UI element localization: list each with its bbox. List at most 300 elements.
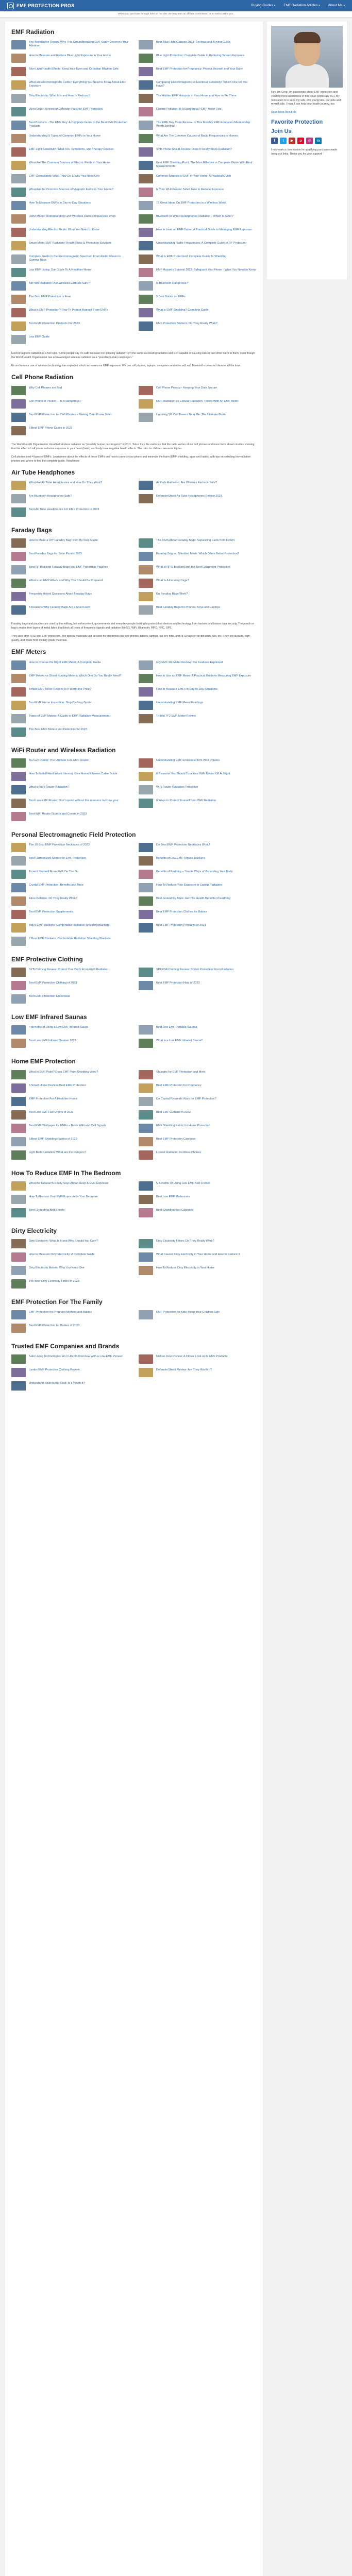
article-thumbnail[interactable]	[11, 188, 26, 197]
article-item[interactable]	[11, 281, 129, 292]
article-title-link[interactable]: Best Air Tube Headphones For EMF Protection in 2023	[29, 508, 99, 511]
article-title-link[interactable]: Best Grounding Bed Sheets	[29, 1208, 65, 1212]
article-title-link[interactable]: Why Cell Phones are Bad	[29, 386, 62, 389]
article-thumbnail[interactable]	[139, 799, 153, 808]
article-item[interactable]	[11, 605, 129, 616]
article-item[interactable]	[11, 54, 129, 64]
article-title-link[interactable]: What is WiFi Router Radiation?	[29, 785, 70, 789]
article-item[interactable]	[11, 335, 129, 346]
article-item[interactable]	[11, 1354, 129, 1365]
article-title-link[interactable]: Best EMF Protection Supplements	[29, 910, 73, 913]
article-thumbnail[interactable]	[11, 1239, 26, 1248]
article-item[interactable]	[139, 481, 257, 492]
article-item[interactable]	[11, 1181, 129, 1192]
article-item[interactable]	[139, 565, 257, 576]
article-item[interactable]	[139, 785, 257, 796]
article-thumbnail[interactable]	[139, 161, 153, 170]
article-title-link[interactable]: DefenderShield Air Tube Headphones Review 2023	[156, 495, 222, 498]
article-title-link[interactable]: Safe Living Technologies: An In-Depth Interview With a Low-EMF Pioneer	[29, 1355, 123, 1359]
article-thumbnail[interactable]	[139, 295, 153, 304]
article-title-link[interactable]: SYB Phone Shield Review: Does It Really Block Radiation?	[156, 148, 232, 151]
article-item[interactable]	[139, 758, 257, 769]
article-item[interactable]	[139, 674, 257, 685]
article-item[interactable]	[11, 321, 129, 332]
article-thumbnail[interactable]	[11, 494, 26, 503]
article-thumbnail[interactable]	[11, 758, 26, 768]
article-thumbnail[interactable]	[139, 758, 153, 768]
article-title-link[interactable]: Best Faraday Bags for Solar Panels 2023	[29, 552, 82, 556]
article-thumbnail[interactable]	[11, 910, 26, 919]
article-title-link[interactable]: What Are Air Tube Headphones and How Do They Work?	[29, 481, 103, 484]
article-thumbnail[interactable]	[11, 94, 26, 103]
article-thumbnail[interactable]	[139, 308, 153, 317]
article-thumbnail[interactable]	[11, 121, 26, 130]
article-item[interactable]	[139, 856, 257, 867]
article-thumbnail[interactable]	[11, 701, 26, 710]
article-item[interactable]	[139, 214, 257, 225]
article-thumbnail[interactable]	[11, 295, 26, 304]
facebook-icon[interactable]: f	[271, 138, 278, 144]
article-thumbnail[interactable]	[139, 1354, 153, 1364]
article-item[interactable]	[11, 843, 129, 854]
article-thumbnail[interactable]	[11, 255, 26, 264]
article-title-link[interactable]: Best EMF Shielding Paint: The Most Effective in Complete Guide With Real Measurements	[156, 161, 253, 168]
article-title-link[interactable]: What Is EMF Protection? Complete Guide To Shielding	[156, 255, 227, 259]
article-title-link[interactable]: 5 Best EMF Shielding Fabrics of 2023	[29, 1137, 77, 1141]
article-thumbnail[interactable]	[139, 255, 153, 264]
article-item[interactable]	[139, 1195, 257, 1206]
article-item[interactable]	[139, 147, 257, 158]
article-item[interactable]	[11, 714, 129, 725]
article-thumbnail[interactable]	[139, 579, 153, 588]
article-item[interactable]	[11, 592, 129, 603]
article-item[interactable]	[11, 674, 129, 685]
article-title-link[interactable]: Best Faraday Bags for Phones, Keys and Laptops	[156, 606, 221, 609]
article-item[interactable]	[11, 399, 129, 410]
article-title-link[interactable]: Dirty Electricity: What It Is and How to Reduce It	[29, 94, 91, 98]
article-item[interactable]	[139, 1110, 257, 1121]
article-title-link[interactable]: How To Reduce Your Exposure to Laptop Radiation	[156, 884, 222, 887]
article-thumbnail[interactable]	[11, 968, 26, 977]
article-item[interactable]	[11, 772, 129, 783]
article-title-link[interactable]: DefenderShield Review: Are They Worth It?	[156, 1368, 212, 1372]
article-thumbnail[interactable]	[139, 1124, 153, 1133]
nav-about-me[interactable]: About Me ▾	[328, 3, 345, 7]
article-item[interactable]	[139, 1252, 257, 1263]
article-title-link[interactable]: GQ EMC RF Meter Review: Pro Features Explained	[156, 660, 223, 664]
article-title-link[interactable]: Benefits of Low-EMF Fitness Trackers	[156, 857, 205, 860]
article-item[interactable]	[139, 799, 257, 809]
article-item[interactable]	[139, 1354, 257, 1365]
article-item[interactable]	[139, 968, 257, 978]
article-title-link[interactable]: Understanding Electric Fields: What You Need to Know	[29, 228, 99, 232]
article-thumbnail[interactable]	[139, 1181, 153, 1191]
article-thumbnail[interactable]	[139, 701, 153, 710]
article-item[interactable]	[11, 241, 129, 252]
article-thumbnail[interactable]	[139, 67, 153, 76]
article-item[interactable]	[11, 40, 129, 51]
article-item[interactable]	[139, 538, 257, 549]
article-title-link[interactable]: How to Use an EMF Meter: A Practical Guide to Measuring EMF Exposure	[156, 674, 252, 677]
article-thumbnail[interactable]	[139, 201, 153, 210]
article-title-link[interactable]: Understanding EMF Meter Readings	[156, 701, 203, 704]
site-logo[interactable]	[7, 3, 74, 9]
article-thumbnail[interactable]	[11, 785, 26, 794]
article-thumbnail[interactable]	[139, 785, 153, 794]
article-thumbnail[interactable]	[139, 386, 153, 395]
article-thumbnail[interactable]	[11, 1025, 26, 1035]
article-thumbnail[interactable]	[11, 107, 26, 116]
article-item[interactable]	[139, 174, 257, 185]
article-thumbnail[interactable]	[11, 134, 26, 143]
article-title-link[interactable]: The Best Dirty Electricity Filters of 2023	[29, 1279, 79, 1283]
article-thumbnail[interactable]	[11, 1083, 26, 1093]
article-title-link[interactable]: What the Research Really Says About Sleep & EMF Exposure	[29, 1181, 109, 1185]
article-title-link[interactable]: Best Low EMF Mattresses	[156, 1195, 190, 1198]
article-thumbnail[interactable]	[11, 1137, 26, 1146]
article-thumbnail[interactable]	[11, 67, 26, 76]
article-item[interactable]	[139, 923, 257, 934]
article-title-link[interactable]: 5 Smart Home Devices Best EMF Protection	[29, 1083, 86, 1087]
article-thumbnail[interactable]	[11, 308, 26, 317]
article-title-link[interactable]: Dirty Electricity Meters: Why You Need One	[29, 1266, 85, 1269]
article-item[interactable]	[11, 883, 129, 894]
article-thumbnail[interactable]	[11, 228, 26, 237]
article-title-link[interactable]: The Best EMF Meters and Detectors for 2023	[29, 727, 87, 731]
article-thumbnail[interactable]	[11, 660, 26, 670]
article-item[interactable]	[11, 1025, 129, 1036]
article-thumbnail[interactable]	[139, 1208, 153, 1217]
article-thumbnail[interactable]	[139, 134, 153, 143]
article-item[interactable]	[11, 660, 129, 671]
article-thumbnail[interactable]	[139, 174, 153, 183]
article-thumbnail[interactable]	[11, 161, 26, 170]
article-title-link[interactable]: Aires Defense: Do They Really Work?	[29, 897, 77, 900]
article-thumbnail[interactable]	[11, 538, 26, 548]
article-title-link[interactable]: EMF Hazards Survival 2023: Safeguard Your Home - What You Need to Know	[156, 268, 256, 272]
article-title-link[interactable]: How to Measure and Reduce Blue Light Exposure in Your Home	[29, 54, 111, 58]
article-title-link[interactable]: The EMF Guy Code Review: Is This Monthly EMF Education Membership Worth Joining?	[156, 121, 250, 128]
article-item[interactable]	[11, 552, 129, 563]
article-item[interactable]	[11, 67, 129, 78]
article-title-link[interactable]: EMF Consultants: What They Do & Why You Need One	[29, 175, 100, 178]
article-item[interactable]	[139, 54, 257, 64]
article-thumbnail[interactable]	[11, 856, 26, 866]
article-thumbnail[interactable]	[139, 660, 153, 670]
article-thumbnail[interactable]	[139, 121, 153, 130]
article-item[interactable]	[139, 1025, 257, 1036]
article-item[interactable]	[11, 981, 129, 992]
article-item[interactable]	[11, 799, 129, 809]
article-title-link[interactable]: Best Shielding Bed Canopies	[156, 1208, 194, 1212]
article-thumbnail[interactable]	[11, 214, 26, 224]
article-title-link[interactable]: Understand Nicanra Bio Rest: Is It Worth It?	[29, 1382, 85, 1385]
article-item[interactable]	[139, 281, 257, 292]
article-title-link[interactable]: Dirty Electricity: What Is It and Why Should You Care?	[29, 1239, 98, 1243]
article-thumbnail[interactable]	[139, 870, 153, 879]
article-thumbnail[interactable]	[11, 399, 26, 409]
article-thumbnail[interactable]	[11, 281, 26, 291]
article-title-link[interactable]: Updating 5G Cell Towers Near Me: The Ultimate Guide	[156, 413, 226, 416]
article-title-link[interactable]: EMF Meters vs Ghost Hunting Meters: Which One Do You Really Need?	[29, 674, 122, 677]
youtube-icon[interactable]: ▶	[289, 138, 295, 144]
article-item[interactable]	[11, 295, 129, 306]
article-item[interactable]	[139, 1310, 257, 1321]
article-thumbnail[interactable]	[11, 565, 26, 574]
article-item[interactable]	[11, 1137, 129, 1148]
article-thumbnail[interactable]	[139, 1239, 153, 1248]
article-thumbnail[interactable]	[11, 605, 26, 615]
article-title-link[interactable]: What is a Low EMF Infrared Sauna?	[156, 1039, 203, 1043]
article-title-link[interactable]: Crystal EMF Protection: Benefits and More	[29, 884, 84, 887]
twitter-icon[interactable]: t	[280, 138, 287, 144]
article-title-link[interactable]: AirPods Radiation: Are Wireless Earbuds Safe?	[29, 282, 90, 285]
article-thumbnail[interactable]	[139, 1070, 153, 1079]
article-item[interactable]	[139, 1208, 257, 1219]
article-item[interactable]	[139, 1039, 257, 1049]
article-item[interactable]	[139, 552, 257, 563]
article-thumbnail[interactable]	[11, 1150, 26, 1160]
article-item[interactable]	[11, 161, 129, 172]
article-thumbnail[interactable]	[11, 1324, 26, 1333]
article-thumbnail[interactable]	[11, 1181, 26, 1191]
article-item[interactable]	[11, 1324, 129, 1334]
article-title-link[interactable]: Trifield EMF Meter Review: Is It Worth the Price?	[29, 687, 91, 691]
article-item[interactable]	[11, 923, 129, 934]
article-item[interactable]	[139, 161, 257, 172]
article-thumbnail[interactable]	[11, 812, 26, 821]
article-thumbnail[interactable]	[139, 883, 153, 892]
article-title-link[interactable]: Shungite for EMF Protection and More	[156, 1070, 206, 1074]
article-title-link[interactable]: EMF Protection Stickers: Do They Really Work?	[156, 322, 217, 326]
article-item[interactable]	[139, 1239, 257, 1250]
article-item[interactable]	[11, 579, 129, 589]
article-thumbnail[interactable]	[11, 335, 26, 344]
nav-emf-articles[interactable]: EMF Radiation Articles ▾	[283, 3, 320, 7]
article-title-link[interactable]: How to Choose the Right EMF Meter: A Complete Guide	[29, 660, 101, 664]
article-title-link[interactable]: Best EMF Protection for Cell Phones – Making Your Phone Safer	[29, 413, 112, 416]
article-thumbnail[interactable]	[139, 687, 153, 697]
article-item[interactable]	[139, 1150, 257, 1161]
article-item[interactable]	[139, 94, 257, 105]
article-thumbnail[interactable]	[139, 1368, 153, 1377]
article-title-link[interactable]: Is Your Wi-Fi Router Safe? How to Reduce Exposure	[156, 188, 224, 192]
article-title-link[interactable]: Blue Light Health Effects: Keep Your Eyes and Circadian Rhythm Safe	[29, 67, 119, 71]
article-item[interactable]	[11, 413, 129, 423]
article-thumbnail[interactable]	[139, 1310, 153, 1319]
article-item[interactable]	[11, 426, 129, 437]
article-thumbnail[interactable]	[11, 870, 26, 879]
article-title-link[interactable]: Cell Phone in Pocket — Is It Dangerous?	[29, 399, 81, 403]
article-thumbnail[interactable]	[11, 896, 26, 906]
article-item[interactable]	[11, 565, 129, 576]
article-thumbnail[interactable]	[139, 94, 153, 103]
article-title-link[interactable]: Best Low EMF Portable Saunas	[156, 1026, 197, 1029]
article-item[interactable]	[11, 107, 129, 118]
article-title-link[interactable]: What Is EMF Paint? Does EMF Paint Shielding Work?	[29, 1070, 98, 1074]
article-title-link[interactable]: Best EMF Protection for Babies of 2023	[29, 1324, 80, 1328]
article-title-link[interactable]: The Hidden EMF Hotspots in Your Home and How to Fix Them	[156, 94, 237, 98]
article-title-link[interactable]: Best EMF Protection for Pregnancy	[156, 1083, 202, 1087]
article-item[interactable]	[139, 295, 257, 306]
article-thumbnail[interactable]	[139, 399, 153, 409]
article-item[interactable]	[139, 592, 257, 603]
article-item[interactable]	[11, 1208, 129, 1219]
article-title-link[interactable]: How To Reduce Dirty Electricity in Your Home	[156, 1266, 215, 1269]
article-title-link[interactable]: The Best EMF Protection is Free	[29, 295, 71, 299]
about-me-link[interactable]: Read More About Me	[271, 111, 297, 114]
article-item[interactable]	[11, 870, 129, 880]
article-item[interactable]	[11, 812, 129, 823]
article-thumbnail[interactable]	[139, 40, 153, 49]
article-title-link[interactable]: Best Grounding Mats: Get The Health Benefits of Earthing	[156, 897, 230, 900]
article-thumbnail[interactable]	[11, 1354, 26, 1364]
article-title-link[interactable]: The Truth About Faraday Bags: Separating Facts from Fiction	[156, 539, 235, 543]
article-title-link[interactable]: Understanding Radio Frequencies: A Complete Guide to RF Protection	[156, 242, 247, 245]
article-title-link[interactable]: Do Crystal Pyramids Work for EMF Protection?	[156, 1097, 216, 1100]
article-title-link[interactable]: How to Measure EMFs in Day-to-Day Situations	[156, 687, 217, 691]
article-thumbnail[interactable]	[139, 772, 153, 781]
article-item[interactable]	[11, 1279, 129, 1290]
article-thumbnail[interactable]	[139, 1150, 153, 1160]
article-thumbnail[interactable]	[11, 994, 26, 1004]
article-thumbnail[interactable]	[139, 1252, 153, 1262]
article-thumbnail[interactable]	[11, 1110, 26, 1120]
article-item[interactable]	[11, 268, 129, 279]
article-title-link[interactable]: What are Electromagnetic Fields? Everything You Need to Know About EMF Exposure	[29, 81, 126, 88]
article-item[interactable]	[139, 772, 257, 783]
article-title-link[interactable]: WiFi Router Radiation Protection	[156, 785, 198, 789]
article-item[interactable]	[11, 1124, 129, 1134]
article-title-link[interactable]: 5 Reasons Why Faraday Bags Are a Must Have	[29, 606, 90, 609]
article-item[interactable]	[139, 1083, 257, 1094]
article-title-link[interactable]: How to Make a DIY Faraday Bag: Step By Step Guide	[29, 539, 98, 543]
article-title-link[interactable]: How To Reduce Your EMF Exposure in Your Bedroom	[29, 1195, 98, 1198]
article-item[interactable]	[139, 1097, 257, 1108]
article-thumbnail[interactable]	[139, 147, 153, 157]
article-title-link[interactable]: EMF Protection for Kids: Keep Your Children Safe	[156, 1311, 220, 1314]
article-thumbnail[interactable]	[139, 968, 153, 977]
article-item[interactable]	[11, 1110, 129, 1121]
article-title-link[interactable]: 4 Benefits of Using a Low EMF Infrared Sauna	[29, 1026, 89, 1029]
article-title-link[interactable]: Faraday Bag vs. Shielded Mesh: Which Offers Better Protection?	[156, 552, 239, 556]
article-item[interactable]	[11, 201, 129, 212]
article-title-link[interactable]: What Are The Common Sources of Electric Fields in Your Home	[29, 161, 111, 165]
article-title-link[interactable]: Best EMF Protective Clothing of 2023	[29, 981, 77, 985]
article-item[interactable]	[139, 910, 257, 921]
article-thumbnail[interactable]	[11, 426, 26, 435]
article-title-link[interactable]: EMF Protection for Pregnant Mothers and Babies	[29, 1311, 92, 1314]
article-item[interactable]	[11, 494, 129, 505]
article-item[interactable]	[11, 701, 129, 711]
article-item[interactable]	[11, 856, 129, 867]
article-title-link[interactable]: Hertz Model: Understanding How Wireless Radio Frequencies Work	[29, 215, 116, 218]
article-title-link[interactable]: What is RFID blocking and the Best Equipment Protection	[156, 566, 230, 569]
article-item[interactable]	[11, 481, 129, 492]
article-item[interactable]	[139, 107, 257, 118]
article-thumbnail[interactable]	[139, 674, 153, 683]
article-title-link[interactable]: Best EMF Protection Clothes for Babies	[156, 910, 207, 913]
article-item[interactable]	[139, 308, 257, 319]
article-thumbnail[interactable]	[11, 923, 26, 933]
article-thumbnail[interactable]	[11, 1208, 26, 1217]
article-title-link[interactable]: Best Blue Light Glasses 2023: Reviews and Buying Guide	[156, 41, 230, 44]
article-item[interactable]	[139, 80, 257, 91]
article-title-link[interactable]: What Causes Dirty Electricity in Your Home and How to Reduce It	[156, 1252, 240, 1256]
article-thumbnail[interactable]	[11, 174, 26, 183]
article-item[interactable]	[11, 308, 129, 319]
article-thumbnail[interactable]	[11, 386, 26, 395]
article-thumbnail[interactable]	[139, 321, 153, 331]
article-item[interactable]	[139, 134, 257, 145]
article-item[interactable]	[139, 321, 257, 332]
pinterest-icon[interactable]: p	[297, 138, 304, 144]
article-thumbnail[interactable]	[11, 54, 26, 63]
article-thumbnail[interactable]	[139, 981, 153, 990]
article-thumbnail[interactable]	[11, 1070, 26, 1079]
article-title-link[interactable]: Protect Yourself From EMF On The Go	[29, 870, 79, 873]
article-title-link[interactable]: Best EMF Protection Underwear	[29, 995, 71, 998]
article-thumbnail[interactable]	[11, 843, 26, 852]
article-item[interactable]	[139, 660, 257, 671]
article-title-link[interactable]: Top 5 EMF Blankets: Comfortable Radiation Shielding Blankets	[29, 924, 110, 927]
article-item[interactable]	[139, 1368, 257, 1379]
article-item[interactable]	[11, 687, 129, 698]
article-item[interactable]	[11, 94, 129, 105]
article-title-link[interactable]: Lambs EMF Protective Clothing Review	[29, 1368, 80, 1372]
article-thumbnail[interactable]	[11, 937, 26, 946]
article-item[interactable]	[139, 228, 257, 239]
article-thumbnail[interactable]	[139, 1137, 153, 1146]
article-title-link[interactable]: Common Sources of EMF in Your Home: A Practical Guide	[156, 175, 231, 178]
article-title-link[interactable]: 5 Best Books on EMFs	[156, 295, 186, 299]
article-title-link[interactable]: Best EMF Protection Canopies	[156, 1137, 196, 1141]
article-title-link[interactable]: Types of EMF Meters: A Guide to EMF Radiation Measurement	[29, 714, 110, 718]
article-item[interactable]	[139, 121, 257, 131]
article-item[interactable]	[11, 1070, 129, 1081]
article-thumbnail[interactable]	[139, 188, 153, 197]
article-thumbnail[interactable]	[11, 40, 26, 49]
article-title-link[interactable]: Frequently Asked Questions About Faraday Bags	[29, 592, 92, 596]
article-thumbnail[interactable]	[139, 1025, 153, 1035]
article-item[interactable]	[11, 1381, 129, 1392]
article-title-link[interactable]: Cell Phone Privacy - Keeping Your Data Secure	[156, 386, 217, 389]
linkedin-icon[interactable]: in	[315, 138, 322, 144]
article-title-link[interactable]: Best Low-EMF Router: Don't spend without this resource to know your	[29, 799, 119, 802]
article-thumbnail[interactable]	[139, 592, 153, 601]
article-item[interactable]	[139, 268, 257, 279]
article-thumbnail[interactable]	[139, 552, 153, 561]
article-item[interactable]	[11, 121, 129, 131]
article-item[interactable]	[139, 40, 257, 51]
article-thumbnail[interactable]	[11, 687, 26, 697]
article-item[interactable]	[139, 1070, 257, 1081]
article-thumbnail[interactable]	[11, 727, 26, 737]
article-item[interactable]	[11, 228, 129, 239]
article-thumbnail[interactable]	[139, 214, 153, 224]
article-item[interactable]	[11, 134, 129, 145]
article-thumbnail[interactable]	[11, 883, 26, 892]
nav-buying-guides[interactable]: Buying Guides ▾	[251, 3, 276, 7]
article-thumbnail[interactable]	[11, 201, 26, 210]
article-thumbnail[interactable]	[11, 321, 26, 331]
article-title-link[interactable]: Best RF Blocking Faraday Bags and EMF Protection Pouches	[29, 566, 108, 569]
article-title-link[interactable]: Comparing Electromagnetic vs Electrical Sensitivity: Which One Do You Have?	[156, 81, 248, 88]
article-title-link[interactable]: 6 Ways to Protect Yourself from WiFi Radiation	[156, 799, 216, 802]
article-thumbnail[interactable]	[11, 1279, 26, 1289]
article-item[interactable]	[11, 1368, 129, 1379]
article-title-link[interactable]: Nikken Zero Review: A Closer Look at Its EMF Products	[156, 1355, 228, 1359]
